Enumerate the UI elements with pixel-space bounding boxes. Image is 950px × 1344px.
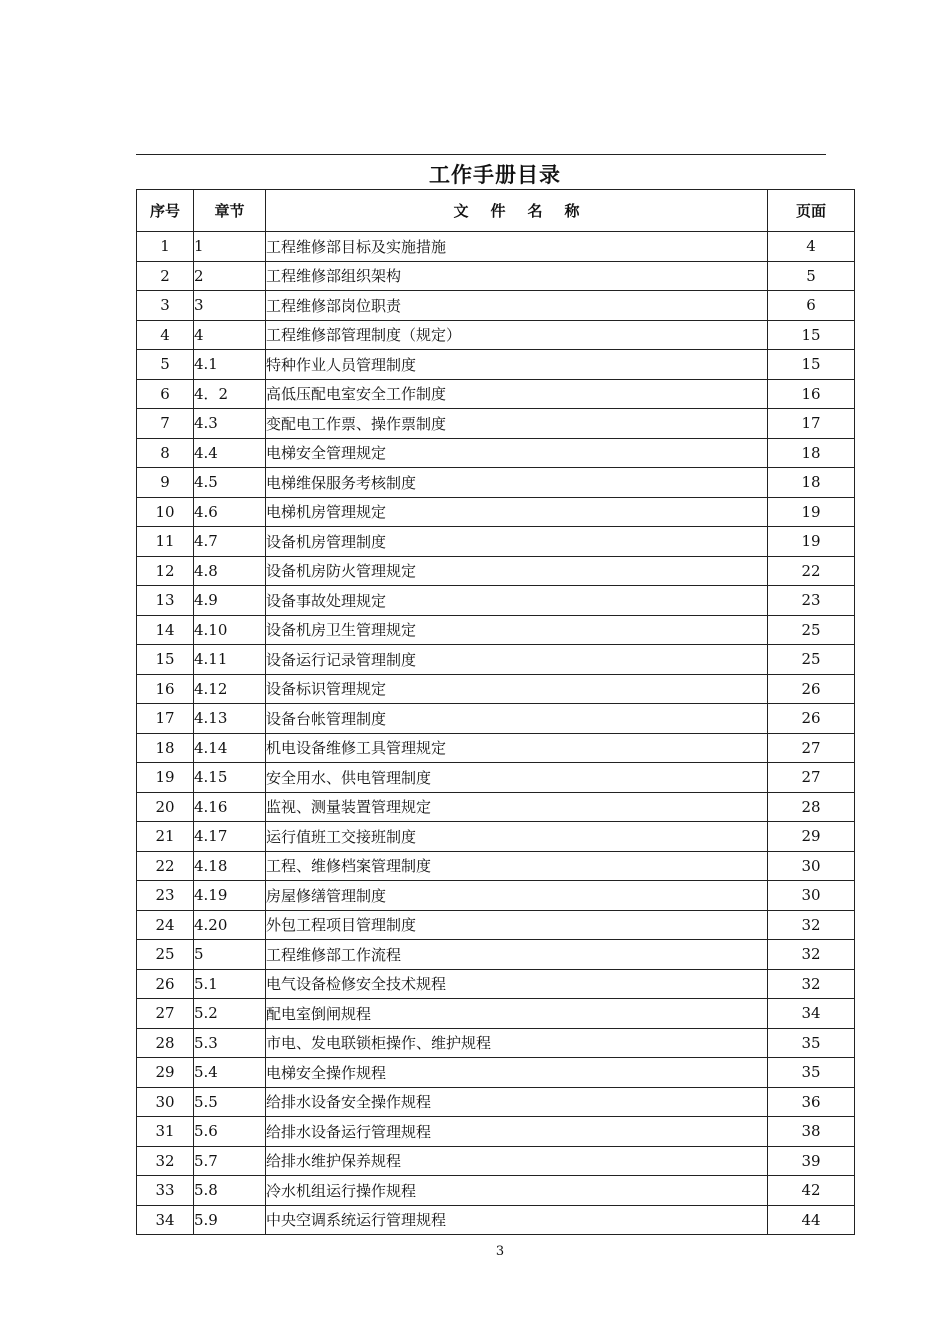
- row-page: 39: [768, 1146, 855, 1176]
- row-page: 30: [768, 851, 855, 881]
- row-seq: 24: [137, 910, 194, 940]
- row-chapter: 4.14: [194, 733, 266, 763]
- row-name: 特种作业人员管理制度: [266, 350, 768, 380]
- row-page: 30: [768, 881, 855, 911]
- row-seq: 34: [137, 1205, 194, 1235]
- row-page: 44: [768, 1205, 855, 1235]
- row-name: 设备机房防火管理规定: [266, 556, 768, 586]
- row-page: 4: [768, 232, 855, 262]
- table-row: [137, 497, 855, 527]
- table-row: [137, 232, 855, 262]
- row-seq: 17: [137, 704, 194, 734]
- table-row: [137, 350, 855, 380]
- header-row: [137, 190, 855, 232]
- table-row: [137, 674, 855, 704]
- row-name: 电梯机房管理规定: [266, 497, 768, 527]
- table-row: [137, 969, 855, 999]
- row-page: 6: [768, 291, 855, 321]
- row-name: 设备事故处理规定: [266, 586, 768, 616]
- row-chapter: 5.6: [194, 1117, 266, 1147]
- row-chapter: 5.1: [194, 969, 266, 999]
- row-page: 42: [768, 1176, 855, 1206]
- table-row: [137, 704, 855, 734]
- table-row: [137, 792, 855, 822]
- row-page: 35: [768, 1058, 855, 1088]
- document-title: 工作手册目录: [429, 163, 561, 187]
- row-page: 27: [768, 763, 855, 793]
- row-name: 电梯安全管理规定: [266, 438, 768, 468]
- row-chapter: 4.15: [194, 763, 266, 793]
- row-chapter: 4.18: [194, 851, 266, 881]
- row-chapter: 4.9: [194, 586, 266, 616]
- row-chapter: 4.11: [194, 645, 266, 675]
- top-rule: [136, 154, 826, 155]
- row-chapter: 4.8: [194, 556, 266, 586]
- row-chapter: 5: [194, 940, 266, 970]
- table-row: [137, 881, 855, 911]
- row-seq: 21: [137, 822, 194, 852]
- row-seq: 12: [137, 556, 194, 586]
- row-page: 32: [768, 969, 855, 999]
- row-chapter: 4.16: [194, 792, 266, 822]
- row-name: 配电室倒闸规程: [266, 999, 768, 1029]
- row-chapter: 4.20: [194, 910, 266, 940]
- row-name: 给排水设备运行管理规程: [266, 1117, 768, 1147]
- row-name: 市电、发电联锁柜操作、维护规程: [266, 1028, 768, 1058]
- row-chapter: 4.4: [194, 438, 266, 468]
- row-page: 22: [768, 556, 855, 586]
- table-row: [137, 645, 855, 675]
- table-row: [137, 1058, 855, 1088]
- row-seq: 16: [137, 674, 194, 704]
- row-chapter: 4.1: [194, 350, 266, 380]
- row-name: 设备机房卫生管理规定: [266, 615, 768, 645]
- row-page: 27: [768, 733, 855, 763]
- row-name: 给排水维护保养规程: [266, 1146, 768, 1176]
- row-page: 16: [768, 379, 855, 409]
- table-row: [137, 1146, 855, 1176]
- table-row: [137, 409, 855, 439]
- table-row: [137, 1205, 855, 1235]
- row-seq: 15: [137, 645, 194, 675]
- row-page: 32: [768, 910, 855, 940]
- header-chapter: 章节: [194, 190, 266, 232]
- table-row: [137, 851, 855, 881]
- row-seq: 18: [137, 733, 194, 763]
- row-chapter: 3: [194, 291, 266, 321]
- table-row: [137, 910, 855, 940]
- row-chapter: 5.2: [194, 999, 266, 1029]
- row-chapter: 4.7: [194, 527, 266, 557]
- row-page: 35: [768, 1028, 855, 1058]
- row-name: 房屋修缮管理制度: [266, 881, 768, 911]
- row-name: 给排水设备安全操作规程: [266, 1087, 768, 1117]
- row-page: 25: [768, 615, 855, 645]
- row-page: 5: [768, 261, 855, 291]
- row-page: 19: [768, 527, 855, 557]
- row-name: 电梯安全操作规程: [266, 1058, 768, 1088]
- row-seq: 32: [137, 1146, 194, 1176]
- row-name: 工程维修部岗位职责: [266, 291, 768, 321]
- row-chapter: 5.3: [194, 1028, 266, 1058]
- row-chapter: 4.6: [194, 497, 266, 527]
- row-chapter: 4.12: [194, 674, 266, 704]
- row-seq: 3: [137, 291, 194, 321]
- row-page: 34: [768, 999, 855, 1029]
- row-page: 17: [768, 409, 855, 439]
- row-name: 变配电工作票、操作票制度: [266, 409, 768, 439]
- table-row: [137, 615, 855, 645]
- row-chapter: 4.10: [194, 615, 266, 645]
- row-chapter: 4.19: [194, 881, 266, 911]
- row-name: 工程维修部目标及实施措施: [266, 232, 768, 262]
- row-name: 设备机房管理制度: [266, 527, 768, 557]
- header-name: 文件名称: [266, 190, 768, 232]
- row-seq: 5: [137, 350, 194, 380]
- row-name: 冷水机组运行操作规程: [266, 1176, 768, 1206]
- row-chapter: 5.5: [194, 1087, 266, 1117]
- table-row: [137, 999, 855, 1029]
- row-page: 38: [768, 1117, 855, 1147]
- row-chapter: 4.3: [194, 409, 266, 439]
- table-row: [137, 291, 855, 321]
- row-page: 29: [768, 822, 855, 852]
- row-page: 15: [768, 320, 855, 350]
- toc-body: [137, 232, 855, 1235]
- row-name: 设备标识管理规定: [266, 674, 768, 704]
- row-name: 机电设备维修工具管理规定: [266, 733, 768, 763]
- row-name: 中央空调系统运行管理规程: [266, 1205, 768, 1235]
- table-row: [137, 379, 855, 409]
- row-seq: 28: [137, 1028, 194, 1058]
- row-page: 36: [768, 1087, 855, 1117]
- table-row: [137, 822, 855, 852]
- row-seq: 19: [137, 763, 194, 793]
- row-seq: 14: [137, 615, 194, 645]
- row-seq: 33: [137, 1176, 194, 1206]
- row-seq: 25: [137, 940, 194, 970]
- row-seq: 13: [137, 586, 194, 616]
- row-chapter: 5.7: [194, 1146, 266, 1176]
- table-row: [137, 527, 855, 557]
- row-name: 运行值班工交接班制度: [266, 822, 768, 852]
- row-seq: 1: [137, 232, 194, 262]
- row-seq: 2: [137, 261, 194, 291]
- row-name: 工程维修部管理制度（规定）: [266, 320, 768, 350]
- row-seq: 10: [137, 497, 194, 527]
- table-row: [137, 1117, 855, 1147]
- row-chapter: 5.8: [194, 1176, 266, 1206]
- row-chapter: 5.4: [194, 1058, 266, 1088]
- row-seq: 31: [137, 1117, 194, 1147]
- table-row: [137, 320, 855, 350]
- row-chapter: 4.17: [194, 822, 266, 852]
- page-number: 3: [495, 1244, 505, 1259]
- table-row: [137, 261, 855, 291]
- row-page: 18: [768, 468, 855, 498]
- table-row: [137, 1087, 855, 1117]
- row-name: 高低压配电室安全工作制度: [266, 379, 768, 409]
- row-name: 外包工程项目管理制度: [266, 910, 768, 940]
- row-seq: 7: [137, 409, 194, 439]
- row-page: 26: [768, 674, 855, 704]
- row-page: 18: [768, 438, 855, 468]
- table-row: [137, 940, 855, 970]
- row-seq: 22: [137, 851, 194, 881]
- row-page: 19: [768, 497, 855, 527]
- table-row: [137, 763, 855, 793]
- row-page: 28: [768, 792, 855, 822]
- table-row: [137, 733, 855, 763]
- row-name: 工程、维修档案管理制度: [266, 851, 768, 881]
- row-seq: 8: [137, 438, 194, 468]
- row-chapter: 2: [194, 261, 266, 291]
- toc-table: [136, 189, 855, 1235]
- row-page: 23: [768, 586, 855, 616]
- table-row: [137, 586, 855, 616]
- row-seq: 20: [137, 792, 194, 822]
- row-seq: 23: [137, 881, 194, 911]
- row-seq: 11: [137, 527, 194, 557]
- row-page: 32: [768, 940, 855, 970]
- row-name: 设备台帐管理制度: [266, 704, 768, 734]
- header-seq: 序号: [137, 190, 194, 232]
- table-row: [137, 556, 855, 586]
- row-chapter: 4.5: [194, 468, 266, 498]
- row-name: 电梯维保服务考核制度: [266, 468, 768, 498]
- row-name: 工程维修部组织架构: [266, 261, 768, 291]
- table-row: [137, 1028, 855, 1058]
- row-name: 电气设备检修安全技术规程: [266, 969, 768, 999]
- row-chapter: 4．2: [194, 379, 266, 409]
- row-name: 设备运行记录管理制度: [266, 645, 768, 675]
- table-row: [137, 468, 855, 498]
- row-name: 监视、测量装置管理规定: [266, 792, 768, 822]
- row-seq: 27: [137, 999, 194, 1029]
- row-seq: 9: [137, 468, 194, 498]
- row-chapter: 5.9: [194, 1205, 266, 1235]
- row-chapter: 1: [194, 232, 266, 262]
- row-name: 安全用水、供电管理制度: [266, 763, 768, 793]
- row-chapter: 4: [194, 320, 266, 350]
- row-seq: 29: [137, 1058, 194, 1088]
- row-seq: 6: [137, 379, 194, 409]
- header-page: 页面: [768, 190, 855, 232]
- row-seq: 30: [137, 1087, 194, 1117]
- row-seq: 26: [137, 969, 194, 999]
- row-page: 15: [768, 350, 855, 380]
- row-seq: 4: [137, 320, 194, 350]
- row-chapter: 4.13: [194, 704, 266, 734]
- row-page: 25: [768, 645, 855, 675]
- row-name: 工程维修部工作流程: [266, 940, 768, 970]
- table-row: [137, 438, 855, 468]
- row-page: 26: [768, 704, 855, 734]
- table-row: [137, 1176, 855, 1206]
